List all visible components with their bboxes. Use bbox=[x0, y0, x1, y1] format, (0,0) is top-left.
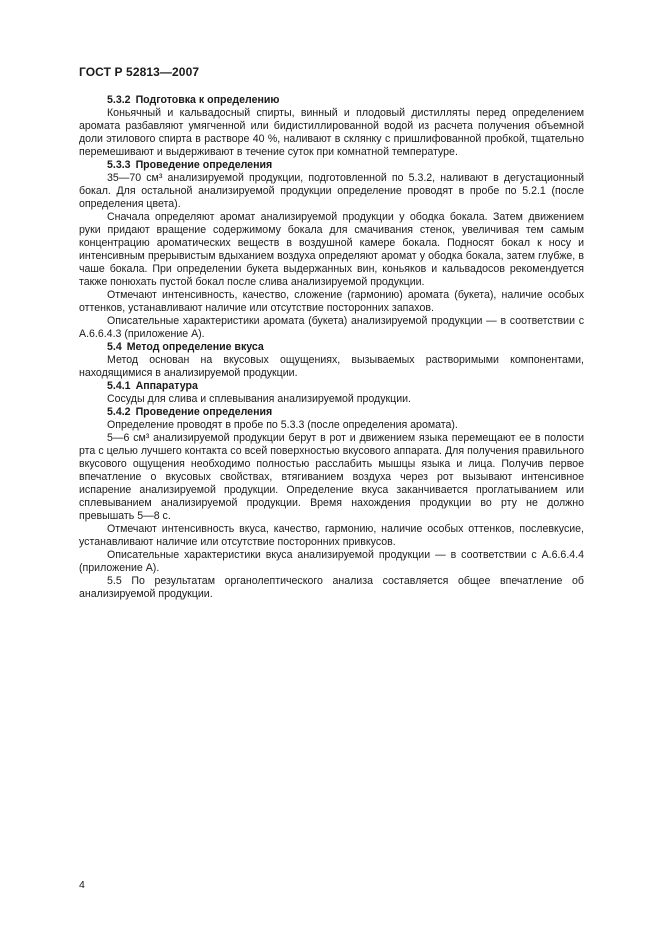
section-number: 5.4 bbox=[107, 341, 122, 353]
paragraph: Отмечают интенсивность вкуса, качество, гармонию, наличие особых оттенков, послевкусие, устанавливают наличие или отсутствие посторонних привкусов. bbox=[79, 523, 584, 548]
paragraph: Определение проводят в пробе по 5.3.3 (после определения аромата). bbox=[107, 419, 458, 431]
document-body bbox=[79, 94, 584, 601]
section-heading-5-3-2 bbox=[79, 94, 584, 107]
section-number: 5.4.1 bbox=[107, 380, 131, 392]
section-title: Метод определение вкуса bbox=[126, 341, 264, 353]
section-title: Аппаратура bbox=[135, 380, 198, 392]
paragraph: Описательные характеристики вкуса анализируемой продукции — в соответствии с А.6.6.4.4 (приложение А). bbox=[79, 549, 584, 574]
section-title: Проведение определения bbox=[135, 406, 273, 418]
paragraph: Коньячный и кальвадосный спирты, винный и плодовый дистилляты перед определением аромата разбавляют умягченной или бидистиллированной водой из расчета получения объемной доли этилового спирта в растворе 40 %, наливают в склянку с пришлифованной пробкой, тщательно перемешивают и выдерживают в течение суток при комнатной температуре. bbox=[79, 107, 584, 158]
section-heading-5-3-3 bbox=[79, 159, 584, 172]
paragraph: Описательные характеристики аромата (букета) анализируемой продукции — в соответствии с А.6.6.4.3 (приложение А). bbox=[79, 315, 584, 340]
paragraph: 5.5 По результатам органолептического анализа составляется общее впечатление об анализируемой продукции. bbox=[79, 575, 584, 600]
page-number: 4 bbox=[79, 879, 85, 891]
paragraph: Сосуды для слива и сплевывания анализируемой продукции. bbox=[107, 393, 411, 405]
section-heading-5-4-2 bbox=[79, 406, 584, 419]
section-title: Подготовка к определению bbox=[135, 94, 280, 106]
section-number: 5.3.3 bbox=[107, 159, 131, 171]
section-number: 5.3.2 bbox=[107, 94, 131, 106]
section-title: Проведение определения bbox=[135, 159, 273, 171]
standard-header: ГОСТ Р 52813—2007 bbox=[79, 65, 200, 79]
section-number: 5.4.2 bbox=[107, 406, 131, 418]
section-heading-5-4 bbox=[79, 341, 584, 354]
paragraph: Метод основан на вкусовых ощущениях, вызываемых растворимыми компонентами, находящимися в анализируемой продукции. bbox=[79, 354, 584, 379]
paragraph: 5—6 см³ анализируемой продукции берут в рот и движением языка перемещают ее в полости рта с целью лучшего контакта со всей поверхностью вкусового аппарата. Для получения правильного вкусового ощущения необходимо полностью расслабить мышцы языка и лица. Получив первое впечатление о вкусовых свойствах, втягиванием воздуха через рот вызывают интенсивное испарение анализируемой продукции. Определение вкуса заканчивается проглатыванием или сплевыванием анализируемой продукции. Время нахождения продукции во рту не должно превышать 5—8 с. bbox=[79, 432, 584, 522]
paragraph: Отмечают интенсивность, качество, сложение (гармонию) аромата (букета), наличие особых оттенков, устанавливают наличие или отсутствие посторонних запахов. bbox=[79, 289, 584, 314]
paragraph: 35—70 см³ анализируемой продукции, подготовленной по 5.3.2, наливают в дегустационный бокал. Для остальной анализируемой продукции определение проводят в пробе по 5.2.1 (после определения цвета). bbox=[79, 172, 584, 210]
section-heading-5-4-1 bbox=[79, 380, 584, 393]
paragraph: Сначала определяют аромат анализируемой продукции у ободка бокала. Затем движением руки придают вращение содержимому бокала для смачивания стенок, увеличивая тем самым концентрацию ароматических веществ в воздушной камере бокала. Подносят бокал к носу и интенсивным прерывистым вдыханием воздуха определяют аромат у ободка бокала, затем глубже, в чаше бокала. При определении букета выдержанных вин, коньяков и кальвадосов рекомендуется также понюхать пустой бокал после слива анализируемой продукции. bbox=[79, 211, 584, 288]
